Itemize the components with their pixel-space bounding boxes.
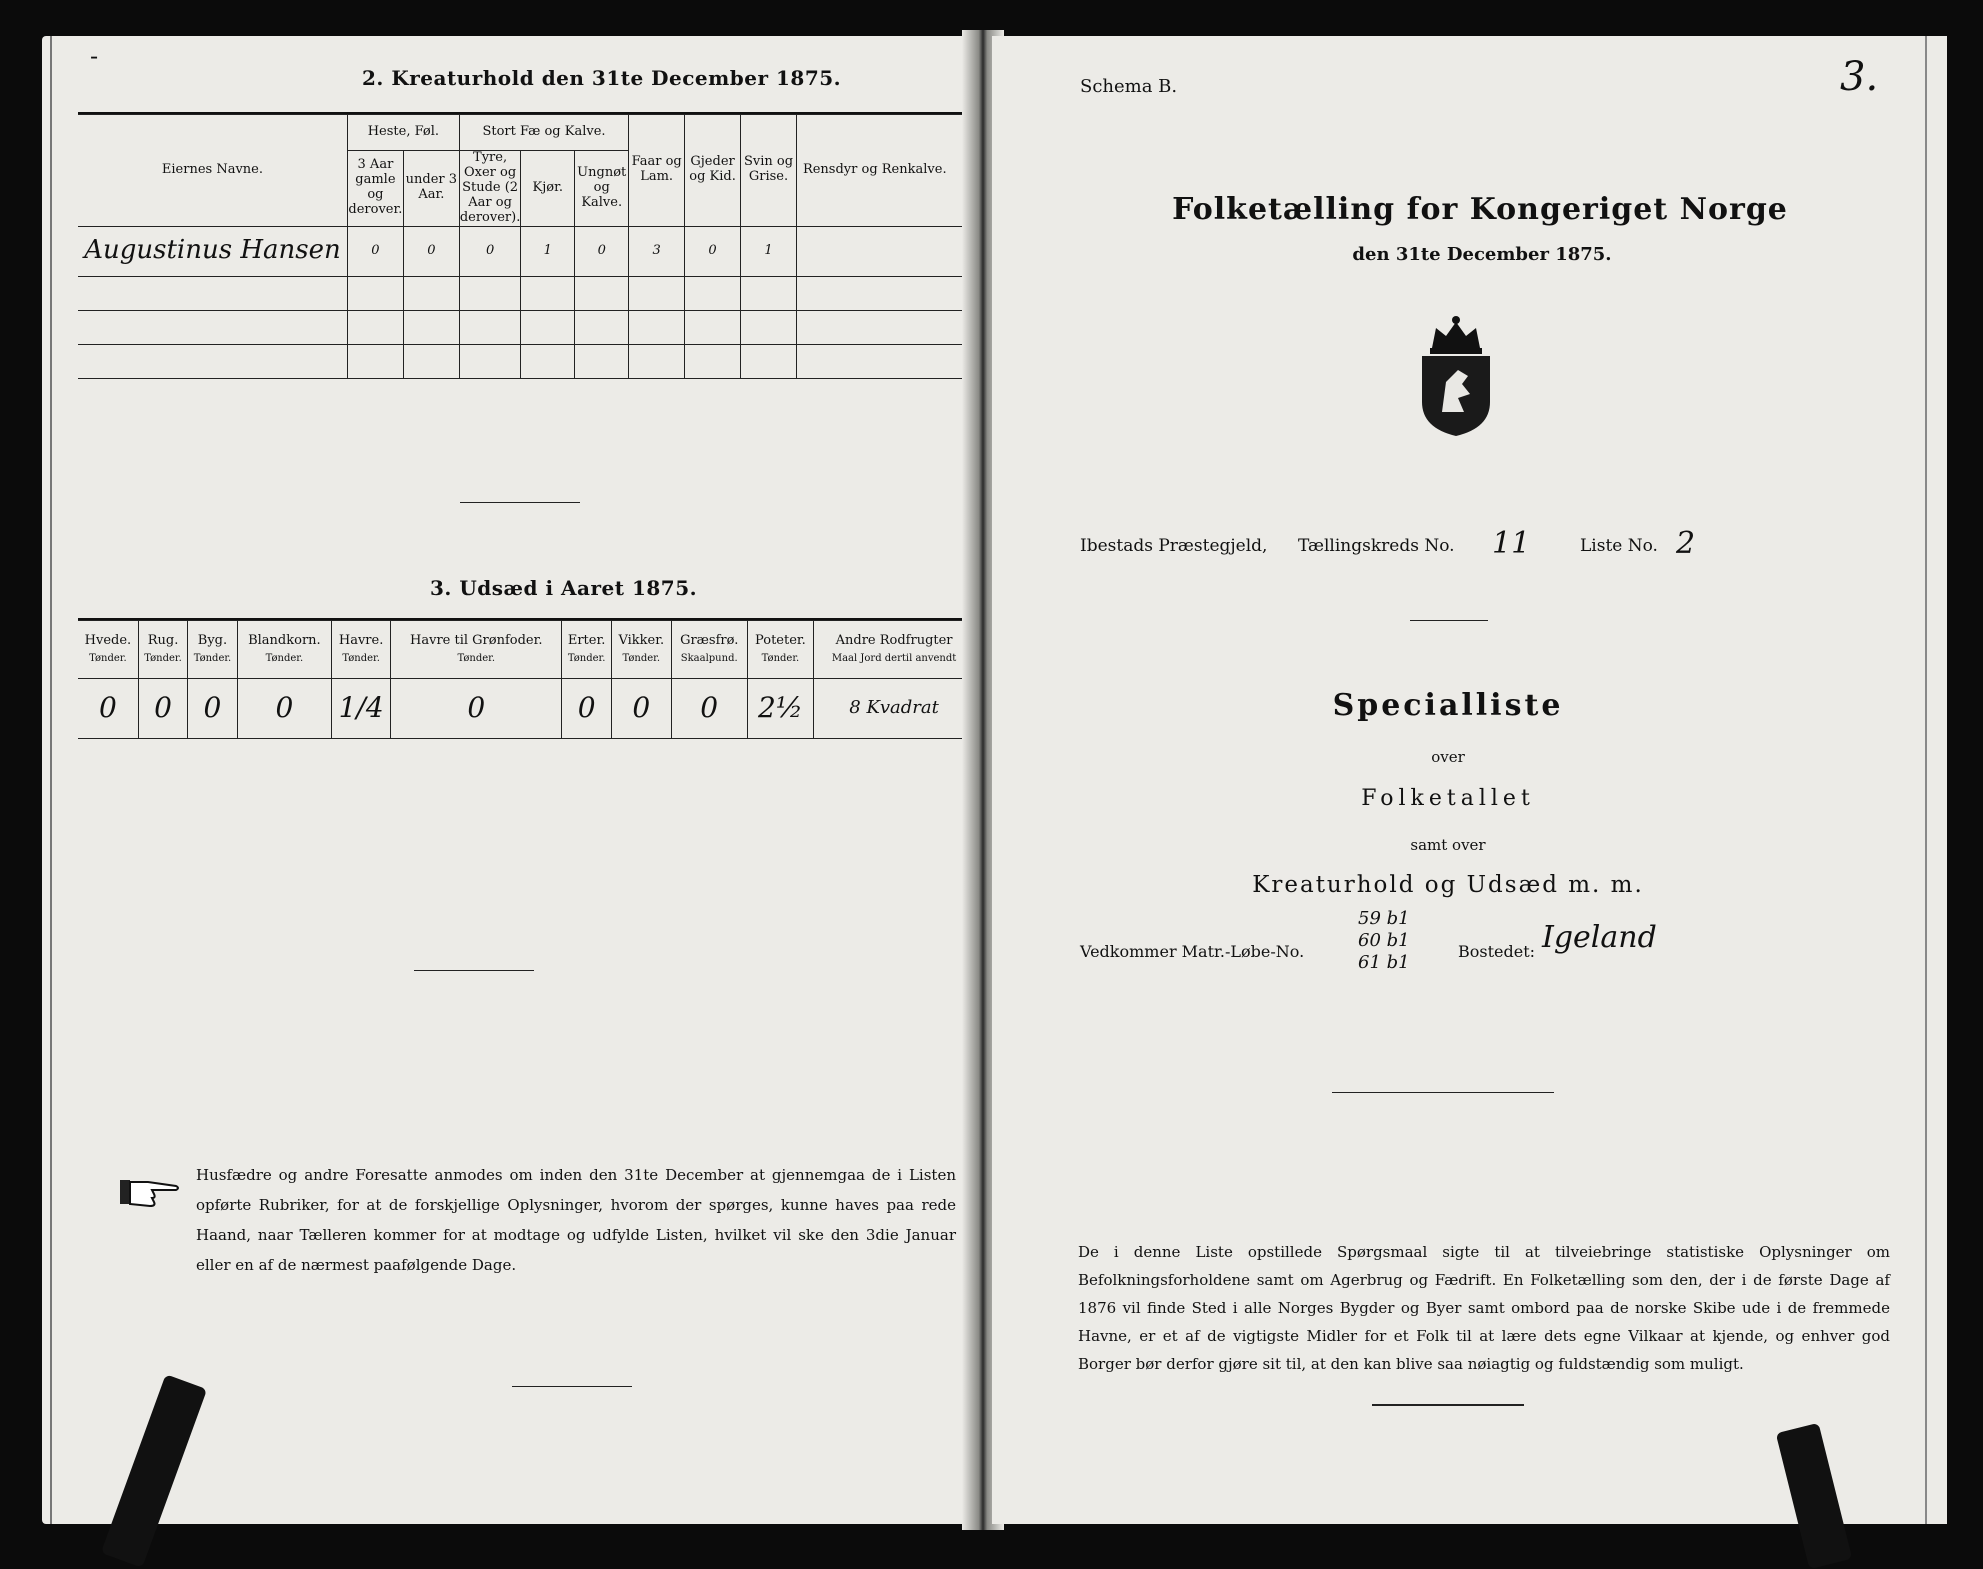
- seed-value: 1/4: [332, 679, 391, 739]
- sheep-header: Faar og Lam.: [629, 115, 685, 227]
- clip: [101, 1374, 207, 1568]
- seed-column-header: [747, 621, 813, 679]
- divider: [512, 1386, 632, 1387]
- seed-value: 0: [138, 679, 187, 739]
- right-page: [992, 36, 1947, 1524]
- seed-crop-name: Poteter.: [755, 633, 806, 649]
- seed-column-header: [138, 621, 187, 679]
- district-number: 11: [1492, 526, 1531, 561]
- seed-unit: Tønder.: [265, 653, 304, 665]
- seed-unit: Skaalpund.: [680, 653, 738, 665]
- sheep-value: 3: [629, 226, 685, 276]
- table-row: [78, 344, 974, 378]
- horses-old-value: 0: [347, 226, 403, 276]
- matr-values: [1358, 908, 1410, 974]
- seed-unit: Tønder.: [342, 653, 380, 665]
- folketallet-text: Folketallet: [1361, 786, 1535, 811]
- seed-value: 0: [671, 679, 747, 739]
- seed-title: 3. Udsæd i Aaret 1875.: [430, 576, 698, 600]
- seed-crop-name: Andre Rodfrugter: [835, 633, 953, 649]
- reindeer-header: Rensdyr og Renkalve.: [796, 115, 974, 227]
- table-row: [78, 226, 974, 276]
- owner-header: Eiernes Navne.: [78, 115, 347, 227]
- seed-column-header: [562, 621, 611, 679]
- clip: [1776, 1423, 1853, 1569]
- parish: Ibestads Præstegjeld,: [1080, 536, 1268, 556]
- bosted-value: Igeland: [1542, 920, 1657, 955]
- seed-unit: Tønder.: [193, 653, 232, 665]
- goats-header: Gjeder og Kid.: [685, 115, 741, 227]
- coat-of-arms-icon: [1412, 312, 1500, 440]
- schema-label: Schema B.: [1080, 76, 1178, 97]
- table-row: [78, 276, 974, 310]
- seed-unit: Tønder.: [89, 653, 127, 665]
- seed-unit: Tønder.: [457, 653, 496, 665]
- matr-value: 60 b1: [1358, 930, 1410, 951]
- seed-column-header: [78, 621, 138, 679]
- cattle-header: Stort Fæ og Kalve.: [459, 115, 628, 151]
- notice-text: Husfædre og andre Foresatte anmodes om inden den 31te December at gjennemgaa de i Listen opførte Rubriker, for at de forskjellige Oplysninger, hvorom der spørges, kunne haves paa rede Haand, naar Tælleren kommer for at modtage og udfylde Listen, hvilket vil ske den 3die Januar eller en af de nærmest paafølgende Dage.: [196, 1166, 956, 1274]
- page-number: 3.: [1840, 54, 1879, 100]
- horses-young-value: 0: [403, 226, 459, 276]
- owner-name: Augustinus Hansen: [78, 226, 347, 276]
- district-label: Tællingskreds No.: [1298, 536, 1455, 556]
- seed-value: 0: [391, 679, 562, 739]
- census-date: den 31te December 1875.: [1352, 244, 1612, 265]
- young-cattle-subheader: Ungnøt og Kalve.: [575, 151, 629, 227]
- horses-header: Heste, Føl.: [347, 115, 459, 151]
- seed-crop-name: Blandkorn.: [248, 633, 321, 649]
- matr-label: Vedkommer Matr.-Løbe-No.: [1080, 942, 1305, 961]
- matr-value: 59 b1: [1358, 908, 1410, 929]
- seed-crop-name: Græsfrø.: [680, 633, 739, 649]
- pigs-value: 1: [741, 226, 797, 276]
- main-title: Folketælling for Kongeriget Norge: [1172, 192, 1788, 227]
- seed-column-header: [188, 621, 237, 679]
- samt-over-text: samt over: [1410, 836, 1486, 854]
- livestock-table: [78, 114, 974, 379]
- left-page: [42, 36, 974, 1524]
- seed-table: [78, 620, 974, 739]
- divider: [414, 970, 534, 971]
- bulls-value: 0: [459, 226, 521, 276]
- kreaturhold-text: Kreaturhold og Udsæd m. m.: [1252, 872, 1644, 898]
- list-number: 2: [1676, 526, 1696, 561]
- seed-column-header: [611, 621, 671, 679]
- seed-value: 0: [78, 679, 138, 739]
- seed-value: 2½: [747, 679, 813, 739]
- bulls-subheader: Tyre, Oxer og Stude (2 Aar og derover).: [459, 150, 521, 225]
- divider: [1332, 1092, 1554, 1093]
- seed-crop-name: Vikker.: [618, 633, 665, 649]
- seed-unit: Tønder.: [144, 653, 182, 665]
- seed-value: 0: [562, 679, 611, 739]
- list-label: Liste No.: [1580, 536, 1658, 556]
- seed-crop-name: Havre.: [338, 633, 384, 649]
- pointing-hand-icon: [118, 1172, 182, 1212]
- cows-subheader: Kjør.: [521, 151, 575, 227]
- divider: [460, 502, 580, 503]
- seed-crop-name: Hvede.: [84, 633, 132, 649]
- seed-unit: Tønder.: [567, 653, 606, 665]
- seed-crop-name: Havre til Grønfoder.: [410, 633, 543, 649]
- seed-column-header: [671, 621, 747, 679]
- seed-unit: Tønder.: [622, 653, 661, 665]
- horses-young-subheader: under 3 Aar.: [403, 151, 459, 227]
- pigs-header: Svin og Grise.: [741, 115, 797, 227]
- seed-column-header: [391, 621, 562, 679]
- margin-mark: -: [90, 42, 99, 70]
- horses-old-subheader: 3 Aar gamle og derover.: [347, 151, 403, 227]
- reindeer-value: [796, 226, 974, 276]
- matr-value: 61 b1: [1358, 952, 1410, 973]
- seed-column-header: [814, 621, 974, 679]
- specialliste-heading: Specialliste: [1332, 688, 1564, 723]
- over-text: over: [1431, 748, 1465, 766]
- livestock-title: 2. Kreaturhold den 31te December 1875.: [362, 66, 842, 90]
- young-cattle-value: 0: [575, 226, 629, 276]
- bosted-label: Bostedet:: [1458, 942, 1536, 961]
- right-notice-text: De i denne Liste opstillede Spørgsmaal sigte til at tilveiebringe statistiske Oplysninger om Befolkningsforholdene samt om Agerbrug og Fædrift. En Folketælling som den, der i de første Dage af 1876 vil finde Sted i alle Norges Bygder og Byer samt ombord paa de norske Skibe ude i de fremmede Havne, er et af de vigtigste Midler for et Folk til at lære dets egne Vilkaar at kjende, og enhver god Borger bør derfor gjøre sit til, at den kan blive saa nøiagtig og fuldstændig som muligt.: [1078, 1243, 1890, 1373]
- cows-value: 1: [521, 226, 575, 276]
- seed-crop-name: Erter.: [567, 633, 606, 649]
- divider: [1410, 620, 1488, 621]
- divider: [1372, 1404, 1524, 1406]
- goats-value: 0: [685, 226, 741, 276]
- seed-unit: Tønder.: [761, 653, 800, 665]
- seed-crop-name: Rug.: [147, 633, 179, 649]
- page-edge: [50, 36, 52, 1524]
- seed-value: 0: [188, 679, 237, 739]
- seed-value: 8 Kvadrat: [814, 679, 974, 739]
- seed-value: 0: [611, 679, 671, 739]
- seed-unit: Maal Jord dertil anvendt: [831, 653, 957, 665]
- seed-column-header: [332, 621, 391, 679]
- seed-value: 0: [237, 679, 331, 739]
- seed-crop-name: Byg.: [197, 633, 228, 649]
- table-row: [78, 310, 974, 344]
- seed-column-header: [237, 621, 331, 679]
